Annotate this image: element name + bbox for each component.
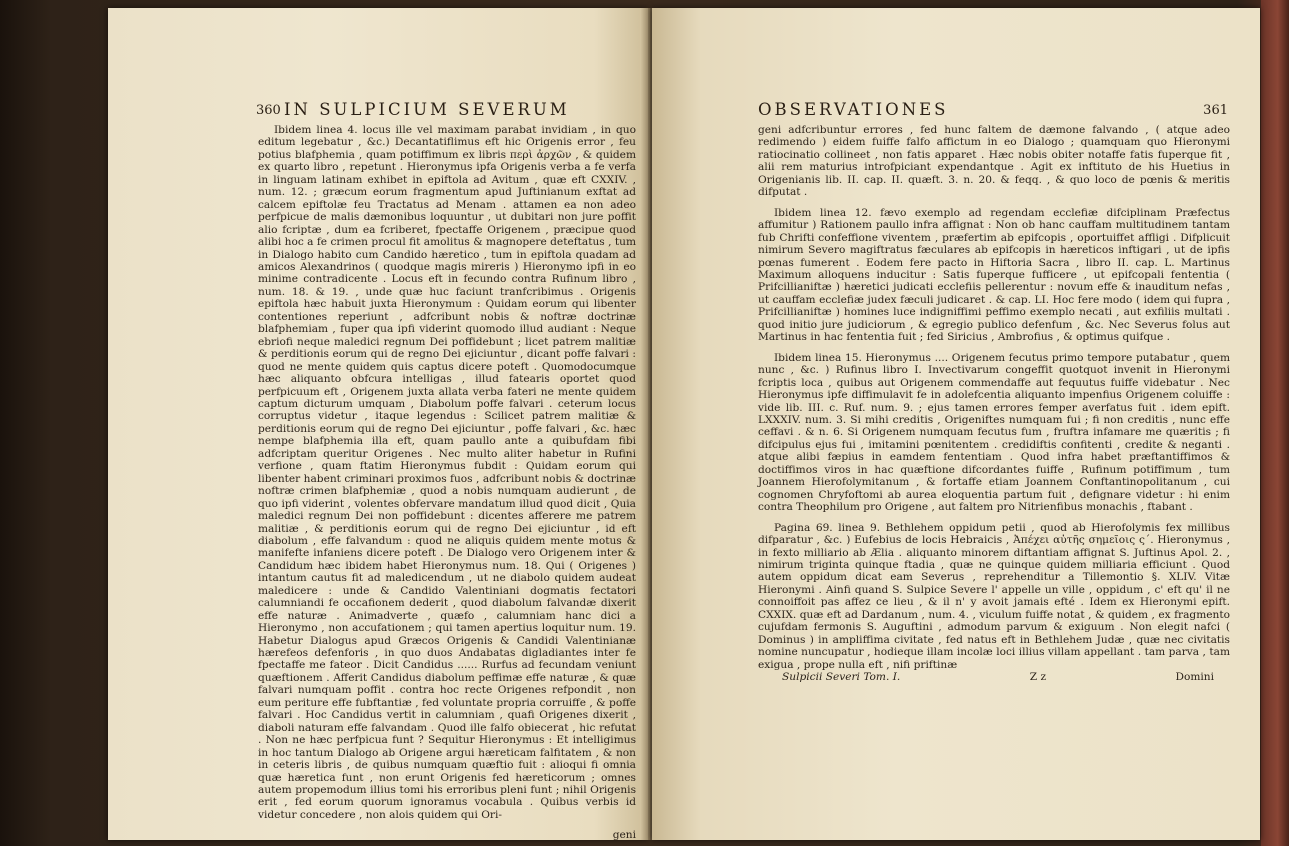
footer-signature: Sulpicii Severi Tom. I.: [782, 671, 901, 684]
right-running-title: OBSERVATIONES: [758, 100, 949, 119]
footer-signature-mark: Z z: [1029, 671, 1047, 684]
left-body-text: [258, 124, 636, 840]
right-paragraph-3: Ibidem linea 15. Hieronymus .... Origenem fecutus primo tempore putabatur , quem nunc , &c. ) Rufinus libro I. Invectivarum congeffit quotquot invenit in Hieronymi fcriptis loca , quibus aut Origenem commendaffe aut fequutus fuiffe videbatur . Nec Hieronymus ipfe diffimulavit fe in adolefcentia aliquanto impenfius Origenem coluiffe : vide lib. III. c. Ruf. num. 9. ; ejus tamen errores femper averfatus fuit . idem epift. LXXXIV. num. 3. Si mihi creditis , Origeniftes numquam fui ; fi non creditis , nunc effe ceffavi . & n. 6. Si Origenem numquam fecutus fum , fruftra infamare me quæritis ; fi difcipulus ejus fui , imitamini pœnitentem . credidiftis confitenti , credite & neganti . atque alibi fæpius in eamdem fententiam . Quod infra habet præftantiffimos & doctiffimos viros in hac quæftione difcordantes fuiffe , Rufinum potiffimum , tum Joannem Hierofolymitanum , & fortaffe etiam Joannem Conftantinopolitanum , cui cognomen Chryfoftomi ab aurea eloquentia partum fuit , defignare videtur : hi enim contra Theophilum pro Origene , aut faltem pro Nitrienfibus monachis , ftabant .: [758, 351, 1230, 514]
right-paragraph-2: Ibidem linea 12. fævo exemplo ad regendam ecclefiæ difciplinam Præfectus affumitur ) Rationem paullo infra affignat : Non ob hanc cauffam multitudinem tantam fub Chrifti confeffione viventem , præfertim ab epifcopis , oportuiffet affligi . Difplicuit nimirum Severo magiftratus fæculares ab epifcopis in hæreticos inftigari , ut de ipfis pœnas fumerent . Eodem fere pacto in Hiftoria Sacra , libro II. cap. L. Martinus Maximum alloquens inducitur : Satis fuperque fufficere , ut epifcopali fententia ( Prifcillianiftæ ) hæretici judicati ecclefiis pellerentur : novum effe & inauditum nefas , ut cauffam ecclefiæ judex fæculi judicaret . & cap. LI. Hoc fere modo ( idem qui fupra , Prifcillianiftæ ) homines luce indigniffimi peffimo exemplo necati , aut exfiliis multati . quod initio jure judiciorum , & egregio publico defenfum , &c. Nec Severus folus aut Martinus in hac fententia fuit ; fed Siricius , Ambrofius , & optimus quifque .: [758, 206, 1230, 344]
right-catchword: Domini: [1175, 671, 1214, 684]
right-page-footer: [758, 671, 1230, 683]
right-page-number: 361: [1203, 103, 1228, 118]
book-cover-edge: [1261, 0, 1289, 846]
left-page: [108, 8, 648, 840]
right-paragraph-1: geni adfcribuntur errores , fed hunc faltem de dæmone falvando , ( atque adeo redimendo ) eidem fuiffe falfo affictum in eo Dialogo ; quamquam quo Hieronymi ratiocinatio collineet , non fatis apparet . Hæc nobis obiter notaffe fatis fuperque fit , alii rem maturius introfpiciant expendantque . Agit ex inftituto de his Huetius in Origenianis lib. II. cap. II. quæft. 3. n. 20. & feqq. , & quo loco de pœnis & meritis difputat .: [758, 124, 1230, 199]
right-body-text: [758, 124, 1230, 683]
left-page-number: 360: [256, 103, 281, 118]
right-paragraph-4: Pagina 69. linea 9. Bethlehem oppidum petii , quod ab Hierofolymis fex millibus difparatur , &c. ) Eufebius de locis Hebraicis , Ἀπέχει αὐτῆς σημεῖοις ς´. Hieronymus , in fexto milliario ab Ælia . aliquanto minorem diftantiam affignat S. Juftinus Apol. 2. , nimirum triginta quinque ftadia , quæ ne quinque quidem milliaria efficiunt . Quod autem oppidum dicat eam Severus , reprehenditur a Tillemontio §. XLIV. Vitæ Hieronymi . Ainfi quand S. Sulpice Severe l' appelle un ville , oppidum , c' eft qu' il ne connoiffoit pas affez ce lieu , & il n' y avoit jamais efté . Idem ex Hieronymi epift. CXXIX. quæ eft ad Dardanum , num. 4. , viculum fuiffe notat , & quidem , ex fragmento cujufdam fermonis S. Auguftini , admodum parvum & exiguum . Non elegit nafci ( Dominus ) in ampliffima civitate , fed natus eft in Bethlehem Judæ , quæ nec civitatis nomine nuncupatur , hodieque illam incolæ loci illius villam appellant . tam parva , tam exigua , prope nulla eft , nifi priftinæ: [758, 521, 1230, 671]
left-running-head: [256, 100, 636, 122]
left-running-title: IN SULPICIUM SEVERUM: [284, 100, 570, 119]
left-paragraph: Ibidem linea 4. locus ille vel maximam parabat invidiam , in quo editum legebatur , &c.) Decantatiflimus eft hic Origenis error , feu potius blafphemia , quam potiffimum ex libris περὶ ἀρχῶν , & quidem ex quarto libro , repetunt . Hieronymus ipfa Origenis verba a fe verfa in linguam latinam exhibet in epiftola ad Avitum , quæ eft CXXIV. , num. 12. ; græcum eorum fragmentum apud Juftinianum exftat ad calcem epiftolæ feu Tractatus ad Menam . attamen ea non adeo perfpicue de malis dæmonibus loquuntur , ut dubitari non jure poffit alio fcriptæ , dum ea fcriberet, fpectaffe Origenem , præcipue quod alibi hoc a fe crimen procul fit amolitus & magnopere deteftatus , tum in Dialogo habito cum Candido hæretico , tum in epiftola quadam ad amicos Alexandrinos ( quodque magis mireris ) Hieronymo ipfi in eo minime contradicente . Locus eft in fecundo contra Rufinum libro , num. 18. & 19. , unde quæ huc faciunt tranfcribimus . Origenis epiftola hæc habuit juxta Hieronymum : Quidam eorum qui libenter contentiones reperiunt , adfcribunt nobis & noftræ doctrinæ blafphemiam , fuper qua ipfi viderint quomodo illud audiant : Neque ebriofi neque maledici regnum Dei poffidebunt ; licet patrem malitiæ & perditionis eorum qui de regno Dei ejiciuntur , dicant poffe falvari : quod ne mente quidem quis captus dicere poteft . Quomodocumque hæc aliquanto obfcura intelligas , illud fatearis oportet quod perfpicuum eft , Origenem juxta allata verba fateri ne mente quidem captum dicturum umquam , Diabolum poffe falvari . ceterum locus corruptus videtur , itaque legendus : Scilicet patrem malitiæ & perditionis eorum qui de regno Dei ejiciuntur , poffe falvari , &c. hæc nempe blafphemia illa eft, quam paullo ante a quibufdam fibi adfcriptam queritur Origenes . Nec multo aliter habetur in Rufini verfione , quam ftatim Hieronymus fubdit : Quidam eorum qui libenter habent criminari proximos fuos , adfcribunt nobis & doctrinæ noftræ crimen blafphemiæ , quod a nobis numquam audierunt , de quo ipfi viderint , volentes obfervare mandatum illud quod dicit , Quia maledici regnum Dei non poffidebunt : dicentes afferere me patrem malitiæ , & perditionis eorum qui de regno Dei ejiciuntur , id eft diabolum , effe falvandum : quod ne aliquis quidem mente motus & manifefte infaniens dicere poteft . De Dialogo vero Origenem inter & Candidum hæc ibidem habet Hieronymus num. 18. Qui ( Origenes ) intantum cautus fit ad maledicendum , ut ne diabolo quidem audeat maledicere : unde & Candido Valentiniani dogmatis fectatori calumniandi fe occafionem dederit , quod diabolum falvandæ dixerit effe naturæ . Animadverte , quæfo , calumniam hanc dici a Hieronymo , non accufationem ; qui tamen apertius loquitur num. 19. Habetur Dialogus apud Græcos Origenis & Candidi Valentinianæ hærefeos defenforis , in quo duos Andabatas digladiantes inter fe fpectaffe me fateor . Dicit Candidus ...... Rurfus ad fecundam veniunt quæftionem . Afferit Candidus diabolum peffimæ effe naturæ , & quæ falvari numquam poffit . contra hoc recte Origenes refpondit , non eum periture effe fubftantiæ , fed voluntate propria corruiffe , & poffe falvari . Hoc Candidus vertit in calumniam , quafi Origenes dixerit , diaboli naturam effe falvandam . Quod ille falfo obiecerat , hic refutat . Non ne hæc perfpicua funt ? Sequitur Hieronymus : Et intelligimus in hoc tantum Dialogo ab Origene argui hæreticam falfitatem , & non in ceteris libris , de quibus numquam quæftio fuit : alioqui fi omnia quæ hæretica funt , non erunt Origenis fed hæreticorum ; omnes autem propemodum illius tomi his erroribus pleni funt ; nihil Origenis erit , fed eorum quorum ignoramus vocabula . Quibus verbis id videtur concedere , non alois quidem qui Ori-: [258, 124, 636, 821]
left-catchword: geni: [612, 829, 636, 840]
right-page: [652, 8, 1260, 840]
right-running-head: [758, 100, 1228, 122]
